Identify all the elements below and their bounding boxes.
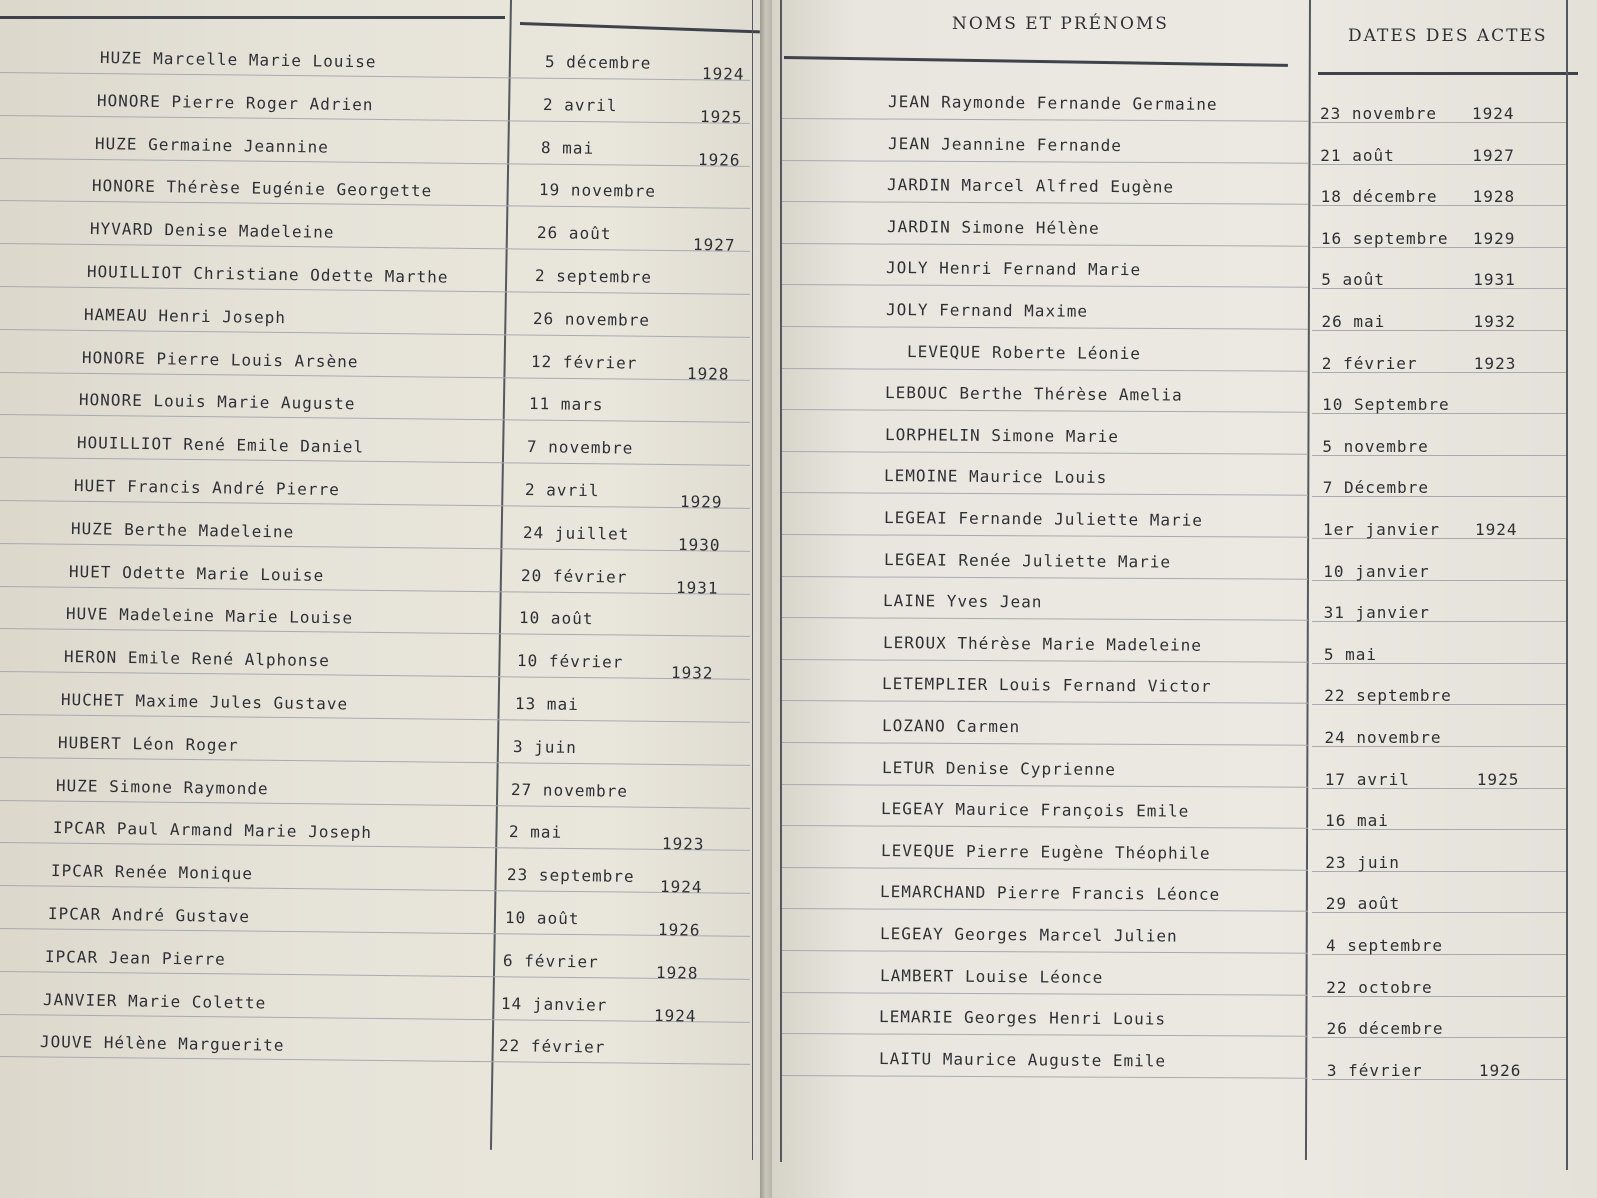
- left-row-name: IPCAR Paul Armand Marie Joseph: [53, 818, 373, 843]
- right-row-rule: [782, 1033, 1308, 1037]
- left-row-name: HOUILLIOT René Emile Daniel: [76, 433, 364, 457]
- left-row-name: IPCAR Jean Pierre: [45, 946, 227, 969]
- left-row-rule: [0, 72, 750, 81]
- left-row-date: 10 août: [504, 908, 580, 929]
- right-row-date: 18 décembre: [1320, 187, 1438, 207]
- right-row-name: LEGEAI Fernande Juliette Marie: [883, 508, 1204, 530]
- left-row-date: 10 février: [516, 651, 624, 672]
- right-row-name: JEAN Jeannine Fernande: [887, 133, 1122, 155]
- right-row-date: 2 février: [1321, 353, 1418, 373]
- right-row-name: JARDIN Simone Hélène: [886, 216, 1100, 238]
- left-row-name: HAMEAU Henri Joseph: [84, 304, 287, 327]
- right-row-rule: [782, 867, 1308, 871]
- right-row-rule: [782, 742, 1308, 746]
- left-row-date: 6 février: [502, 950, 599, 972]
- left-row-name: HOUILLIOT Christiane Odette Marthe: [86, 262, 449, 287]
- right-row-date: 29 août: [1325, 894, 1401, 914]
- left-page: [0, 0, 764, 1198]
- right-row-name: LETEMPLIER Louis Fernand Victor: [882, 674, 1213, 697]
- right-row-date: 21 août: [1320, 145, 1395, 165]
- left-row-rule: [0, 115, 750, 124]
- right-row-rule: [782, 908, 1308, 912]
- right-row-name: JOLY Henri Fernand Marie: [886, 258, 1142, 280]
- left-row-rule: [0, 414, 750, 423]
- right-row-name: LORPHELIN Simone Marie: [884, 424, 1119, 446]
- left-row-rule: [0, 500, 750, 509]
- right-outer-border: [1566, 0, 1568, 1170]
- left-row-name: HUVE Madeleine Marie Louise: [66, 604, 354, 628]
- left-row-date: 19 novembre: [538, 180, 657, 202]
- right-row-name: LEMARCHAND Pierre Francis Léonce: [880, 882, 1221, 905]
- dates-header-rule: [1318, 72, 1578, 75]
- right-row-name: LEBOUC Berthe Thérèse Amelia: [885, 383, 1183, 405]
- left-row-date: 14 janvier: [500, 993, 608, 1015]
- right-page: [772, 0, 1597, 1198]
- left-row-name: JOUVE Hélène Marguerite: [40, 1032, 285, 1056]
- left-row-date: 26 novembre: [532, 308, 651, 330]
- right-row-rule: [782, 409, 1308, 413]
- right-row-year: 1924: [1472, 104, 1515, 123]
- names-column-header: NOMS ET PRÉNOMS: [952, 14, 1169, 34]
- left-row-rule: [0, 243, 750, 252]
- right-row-date: 23 novembre: [1320, 104, 1437, 123]
- left-row-rule: [0, 928, 750, 937]
- left-row-name: HUET Francis André Pierre: [73, 476, 340, 500]
- left-row-year: 1927: [693, 235, 736, 255]
- left-row-year: 1932: [671, 663, 714, 683]
- right-row-name: LEVEQUE Roberte Léonie: [906, 341, 1141, 363]
- right-row-rule: [782, 700, 1308, 704]
- right-row-date: 5 août: [1321, 270, 1385, 290]
- right-row-rule: [782, 492, 1308, 496]
- left-row-year: 1924: [660, 877, 703, 897]
- left-row-rule: [0, 714, 750, 723]
- left-row-date: 10 août: [518, 608, 594, 629]
- left-row-name: HUCHET Maxime Jules Gustave: [60, 690, 349, 714]
- left-row-rule: [0, 800, 750, 809]
- right-row-date: 1er janvier: [1323, 520, 1440, 539]
- left-row-year: 1926: [657, 920, 701, 940]
- right-row-name: LEVEQUE Pierre Eugène Théophile: [880, 840, 1211, 863]
- left-row-date: 2 septembre: [534, 266, 653, 287]
- left-row-name: HONORE Pierre Louis Arsène: [81, 347, 359, 371]
- right-row-name: LAMBERT Louise Léonce: [879, 965, 1103, 987]
- right-row-year: 1928: [1472, 187, 1516, 207]
- right-row-name: LEMARIE Georges Henri Louis: [879, 1007, 1167, 1029]
- dates-column-header: DATES DES ACTES: [1348, 26, 1548, 46]
- left-row-rule: [0, 1014, 750, 1023]
- left-row-date: 3 juin: [512, 736, 577, 757]
- right-row-rule: [782, 326, 1308, 330]
- left-row-name: HONORE Thérèse Eugénie Georgette: [92, 176, 433, 201]
- left-row-name: HUET Odette Marie Louise: [68, 561, 325, 585]
- right-row-rule: [782, 659, 1308, 663]
- left-row-rule: [0, 628, 750, 637]
- right-row-date: 26 décembre: [1326, 1019, 1444, 1039]
- right-row-date: 5 mai: [1323, 644, 1378, 664]
- left-row-date: 2 avril: [524, 480, 600, 501]
- left-row-date: 26 août: [536, 223, 612, 244]
- right-row-name: LEMOINE Maurice Louis: [884, 466, 1108, 488]
- left-row-rule: [0, 286, 750, 295]
- right-row-rule: [782, 617, 1308, 621]
- right-row-rule: [782, 950, 1308, 954]
- right-row-year: 1924: [1475, 520, 1518, 539]
- right-row-rule: [782, 118, 1308, 122]
- right-row-rule: [782, 1075, 1308, 1079]
- right-row-date: 7 Décembre: [1322, 478, 1430, 498]
- left-row-date: 12 février: [530, 351, 638, 373]
- right-row-name: LEGEAI Renée Juliette Marie: [883, 549, 1171, 572]
- right-row-date: 22 octobre: [1326, 977, 1433, 997]
- right-row-rule: [782, 576, 1308, 580]
- left-row-rule: [0, 586, 750, 595]
- left-row-rule: [0, 457, 750, 466]
- left-row-year: 1926: [697, 149, 741, 170]
- right-row-rule: [782, 284, 1308, 288]
- left-page-edge-line: [752, 0, 753, 1160]
- left-row-rule: [0, 158, 750, 167]
- right-row-rule: [782, 201, 1308, 205]
- right-left-border: [780, 0, 782, 1162]
- right-row-date: 16 mai: [1325, 811, 1389, 831]
- left-row-name: HERON Emile René Alphonse: [63, 647, 330, 671]
- left-row-date: 24 juillet: [522, 522, 630, 544]
- left-row-date: 8 mai: [540, 137, 595, 158]
- left-row-name: HONORE Louis Marie Auguste: [79, 390, 356, 414]
- right-row-name: LEROUX Thérèse Marie Madeleine: [882, 632, 1202, 655]
- left-row-year: 1928: [655, 962, 699, 983]
- left-top-rule: [0, 16, 505, 19]
- names-header-rule: [784, 56, 1288, 67]
- left-row-name: HONORE Pierre Roger Adrien: [97, 90, 374, 115]
- right-row-date: 10 Septembre: [1322, 395, 1450, 415]
- right-row-name: LEGEAY Maurice François Emile: [881, 799, 1190, 821]
- right-row-date: 23 juin: [1325, 852, 1400, 872]
- right-row-rule: [782, 368, 1308, 372]
- right-row-date: 31 janvier: [1323, 603, 1430, 623]
- left-row-rule: [0, 671, 750, 680]
- left-row-date: 27 novembre: [510, 779, 629, 801]
- left-row-rule: [0, 842, 750, 851]
- right-row-date: 3 février: [1326, 1060, 1423, 1080]
- right-row-rule: [782, 992, 1308, 996]
- left-row-date: 7 novembre: [526, 437, 634, 458]
- left-row-name: JANVIER Marie Colette: [42, 989, 267, 1013]
- left-row-year: 1930: [677, 534, 721, 555]
- right-row-date: 22 septembre: [1324, 686, 1452, 706]
- right-row-year: 1923: [1473, 353, 1517, 373]
- right-row-name: LETUR Denise Cyprienne: [881, 757, 1116, 779]
- left-row-year: 1925: [699, 106, 743, 127]
- left-row-name: HUZE Simone Raymonde: [55, 775, 269, 798]
- left-row-rule: [0, 543, 750, 552]
- left-row-name: HUBERT Léon Roger: [58, 732, 240, 755]
- right-row-date: 4 septembre: [1326, 936, 1443, 955]
- right-row-name: LOZANO Carmen: [881, 716, 1021, 737]
- left-row-date: 22 février: [498, 1036, 606, 1058]
- right-row-date: 24 novembre: [1324, 728, 1442, 747]
- right-row-name: LAITU Maurice Auguste Emile: [878, 1048, 1166, 1071]
- left-top-rule-dates: [520, 22, 760, 33]
- right-row-name: JEAN Raymonde Fernande Germaine: [887, 92, 1218, 114]
- left-row-date: 23 septembre: [506, 865, 635, 887]
- left-row-date: 2 avril: [542, 94, 618, 115]
- right-row-year: 1925: [1476, 769, 1520, 789]
- right-row-name: LAINE Yves Jean: [883, 591, 1043, 612]
- left-row-rule: [0, 757, 750, 766]
- right-row-name: LEGEAY Georges Marcel Julien: [879, 924, 1178, 946]
- left-row-name: HYVARD Denise Madeleine: [89, 219, 335, 243]
- right-row-rule: [782, 534, 1308, 538]
- left-row-date: 20 février: [520, 565, 628, 587]
- right-row-date: 17 avril: [1324, 769, 1410, 789]
- left-row-name: IPCAR André Gustave: [47, 904, 251, 927]
- left-row-name: IPCAR Renée Monique: [50, 861, 253, 884]
- left-row-rule: [0, 1056, 750, 1065]
- left-row-date: 11 mars: [528, 394, 604, 415]
- left-row-date: 13 mai: [514, 694, 579, 715]
- right-row-date: 26 mai: [1321, 312, 1386, 331]
- left-row-date: 5 décembre: [544, 52, 652, 73]
- left-row-year: 1928: [686, 363, 730, 384]
- left-row-year: 1923: [662, 834, 706, 855]
- left-row-name: HUZE Marcelle Marie Louise: [99, 48, 377, 72]
- right-row-rule: [782, 825, 1308, 829]
- right-row-year: 1926: [1478, 1060, 1522, 1080]
- right-row-year: 1932: [1473, 312, 1517, 331]
- right-row-year: 1931: [1473, 270, 1516, 290]
- right-row-rule: [782, 784, 1308, 788]
- right-row-date: 5 novembre: [1322, 436, 1429, 456]
- left-row-date: 2 mai: [508, 822, 563, 843]
- left-row-year: 1924: [701, 64, 745, 84]
- right-row-rule: [782, 160, 1308, 164]
- right-row-rule: [782, 243, 1308, 247]
- left-row-name: HUZE Berthe Madeleine: [71, 518, 295, 542]
- left-row-rule: [0, 971, 750, 980]
- right-row-year: 1927: [1472, 145, 1515, 165]
- right-row-name: JARDIN Marcel Alfred Eugène: [887, 175, 1175, 197]
- right-column-divider: [1305, 0, 1311, 1160]
- right-row-year: 1929: [1472, 228, 1516, 248]
- left-row-rule: [0, 200, 750, 209]
- left-row-rule: [0, 329, 750, 338]
- left-row-name: HUZE Germaine Jeannine: [94, 133, 329, 157]
- right-row-date: 10 janvier: [1323, 561, 1430, 581]
- left-row-rule: [0, 885, 750, 894]
- right-row-name: JOLY Fernand Maxime: [885, 300, 1089, 321]
- left-row-year: 1929: [679, 492, 723, 512]
- left-column-divider: [490, 0, 512, 1150]
- left-row-year: 1924: [653, 1005, 697, 1026]
- left-row-rule: [0, 372, 750, 381]
- left-row-year: 1931: [675, 577, 719, 598]
- right-row-rule: [782, 451, 1308, 455]
- right-row-date: 16 septembre: [1320, 228, 1449, 248]
